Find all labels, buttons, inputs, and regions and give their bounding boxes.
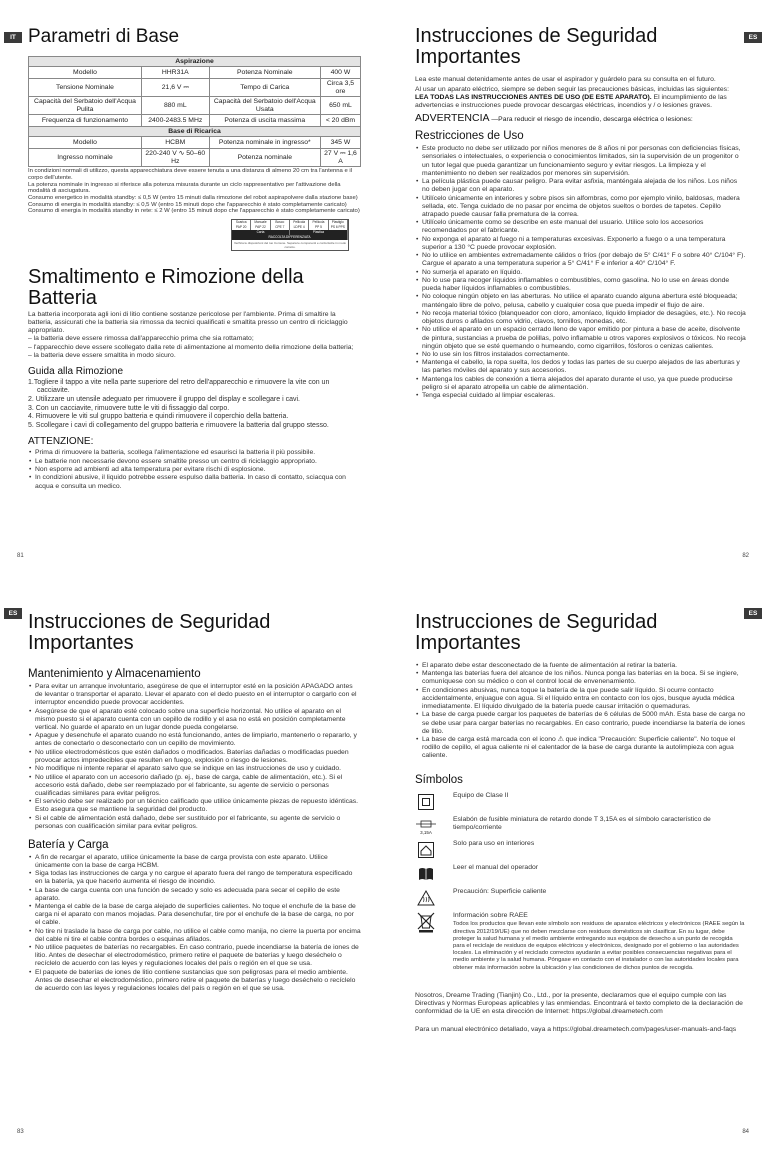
battery-safety-list bbox=[415, 662, 746, 760]
table-cell: 880 mL bbox=[141, 97, 209, 115]
spec-note: Consumo energetico in modalità standby: ≤ 0,5 W (entro 15 minuti dalla rimozione del robot aspirapolvere dalla stazione base) bbox=[28, 195, 358, 202]
disposal-paragraph: – la batteria deve essere rimossa dall'apparecchio prima che sia rottamato; bbox=[28, 335, 254, 343]
recycling-label-cell: Manuale bbox=[251, 220, 270, 225]
symbol-row bbox=[415, 816, 746, 836]
spec-note: In condizioni normali di utilizzo, questa apparecchiatura deve essere tenuta a una distanza di almeno 20 cm tra l'antenna e il corpo dell'utente. bbox=[28, 168, 352, 181]
symbol-row bbox=[415, 864, 746, 884]
battery-item: • Siga todas las instrucciones de carga y no cargue el aparato fuera del rango de temperatura especificado en la batería, ya que hacerlo aumenta el riesgo de incendio. bbox=[28, 870, 361, 886]
table-cell: < 20 dBm bbox=[320, 115, 360, 127]
page-83 bbox=[0, 576, 383, 1152]
recycling-label-cell: PP 5 bbox=[309, 225, 328, 230]
disposal-paragraph: La batteria incorporata agli ioni di litio contiene sostanze pericolose per l'ambiente. Prima di smaltire la batteria, assicurati che la batteria sia rimossa da tecnici qualificati e smaltita presso un centro di riciclaggio appropriato. bbox=[28, 311, 348, 335]
attention-item: • Le batterie non necessarie devono essere smaltite presso un centro di riciclaggio appropriato. bbox=[28, 458, 361, 466]
disposal-paragraph: – l'apparecchio deve essere scollegato dalla rete di alimentazione al momento della rimozione della batteria; bbox=[28, 343, 354, 351]
guide-step: 4. Rimuovere le viti sul gruppo batteria e quindi rimuovere il coperchio della batteria. bbox=[28, 413, 289, 421]
restriction-item: • No exponga el aparato al fuego ni a temperaturas excesivas. Exponerlo a fuego o a una temperatura superior a 130 °C puede provocar explosión. bbox=[415, 236, 746, 252]
table-cell: Circa 3,5 ore bbox=[320, 79, 360, 97]
manual-link[interactable]: Para un manual electrónico detallado, vaya a https://global.dreametech.com/pages/user-manuals-and-faqs bbox=[415, 1026, 737, 1034]
table-row bbox=[29, 67, 361, 79]
table-cell: Potenza nominale in ingresso* bbox=[209, 137, 320, 149]
declaration-text: Nosotros, Dreame Trading (Tianjin) Co., Ltd., por la presente, declaramos que el equipo cumple con las Directivas y Normas Europeas aplicables y las enmiendas. Encontrará el texto completo de la declaración de conformidad de la UE en esta dirección de Internet: https://global.dreametech.com bbox=[415, 991, 743, 1016]
table-cell: 650 mL bbox=[320, 97, 360, 115]
battery-title: Batería y Carga bbox=[28, 838, 109, 851]
restriction-item: • No lo utilice en ambientes extremadamente cálidos o fríos (por debajo de 5° C/41° F o sobre 40° C/104° F). Cargue el aparato a una temperatura superior a 5° C/41° F e inferior a 40° C/104° F. bbox=[415, 252, 746, 268]
table-cell: Modello bbox=[29, 137, 142, 149]
battery-item: • Mantenga el cable de la base de carga alejado de superficies calientes. No toque el enchufe de la base de carga ni el aparato con manos mojadas. Para desenchufar, tire por el enchufe de la base de carga, no por el cable. bbox=[28, 903, 361, 927]
table-row bbox=[29, 137, 361, 149]
recycling-label-cell: Plastica bbox=[290, 230, 348, 235]
manual-icon bbox=[415, 864, 437, 884]
restriction-item: • No recoja material tóxico (blanqueador con cloro, amoníaco, líquido limpiador de desagües, etc.). No recoja objetos duros o afilados como vidrio, clavos, tornillos, monedas, etc. bbox=[415, 310, 746, 326]
table-cell: 27 V ⎓ 1,6 A bbox=[320, 149, 360, 167]
restriction-item: • No sumerja el aparato en líquido. bbox=[415, 269, 746, 277]
recycling-label-cell: Scarica bbox=[232, 220, 251, 225]
declaration bbox=[415, 992, 746, 1035]
recycling-label-cell: Bosco bbox=[271, 220, 290, 225]
recycling-label bbox=[231, 219, 349, 251]
recycling-label-cell: Pellicola bbox=[290, 220, 309, 225]
symbol-row bbox=[415, 912, 746, 971]
recycling-label-cell: PS 6 PPS bbox=[329, 225, 348, 230]
restriction-item: • Tenga especial cuidado al limpiar escaleras. bbox=[415, 392, 746, 400]
table-cell: Tempo di Carica bbox=[209, 79, 320, 97]
table-row bbox=[29, 115, 361, 127]
table-cell: Capacità del Serbatoio dell'Acqua Usata bbox=[209, 97, 320, 115]
symbol-description: Todos los productos que llevan este símbolo son residuos de aparatos eléctricos y electrónicos (RAEE según la directiva 2012/19/UE) que no deben mezclarse con residuos domésticos sin clasificar. En su lugar, debe proteger la salud humana y el medio ambiente entregando sus equipos de desecho a un punto de recogida para el reciclaje de residuos de equipos eléctricos y electrónicos, designado por el gobierno o las autoridades locales. La eliminación y el reciclado correctos ayudarán a evitar posibles consecuencias negativas para el medio ambiente y la salud humana. Póngase en contacto con el instalador o con las autoridades locales para obtener más información sobre la ubicación y las condiciones de dichos puntos de recogida. bbox=[453, 921, 745, 971]
table-cell: Frequenza di funzionamento bbox=[29, 115, 142, 127]
maintenance-item: • Si el cable de alimentación está dañado, debe ser sustituido por el fabricante, su agente de servicio o personas con cualificación similar para evitar peligros. bbox=[28, 815, 361, 831]
symbol-label: Solo para uso en interiores bbox=[453, 840, 535, 848]
symbols-list bbox=[415, 792, 746, 971]
restriction-item: • Mantenga los cables de conexión a tierra alejados del aparato durante el uso, ya que puede producirse peligro si el aparato atropella un cable de alimentación. bbox=[415, 376, 746, 392]
fuse-icon bbox=[415, 816, 437, 836]
battery-item: • No utilice paquetes de baterías no recargables. En caso contrario, puede incendiarse la batería de iones de litio. Antes de desechar el electrodoméstico, primero retire el paquete de baterías y luego deséchelo o recíclelo de acuerdo con las leyes y regulaciones locales del país o región en el que se usa. bbox=[28, 944, 361, 968]
guide-step: 3. Con un cacciavite, rimuovere tutte le viti di fissaggio dal corpo. bbox=[28, 404, 230, 412]
battery-item: • No tire ni traslade la base de carga por cable, no utilice el cable como manija, no cierre la puerta por encima del cable ni tire el cable contra bordes o esquinas afilados. bbox=[28, 928, 361, 944]
restriction-item: • Mantenga el cabello, la ropa suelta, los dedos y todas las partes de su cuerpo alejados de las aberturas y las partes móviles del aparato y sus accesorios. bbox=[415, 359, 746, 375]
table-cell: HHR31A bbox=[141, 67, 209, 79]
language-tab: ES bbox=[744, 608, 762, 619]
intro-2: Al usar un aparato eléctrico, siempre se deben seguir las precauciones básicas, incluidas las siguientes: bbox=[415, 86, 729, 94]
table-row bbox=[29, 79, 361, 97]
spec-table bbox=[28, 56, 361, 167]
table-cell: HCBM bbox=[141, 137, 209, 149]
guide-step: 1.Togliere il tappo a vite nella parte superiore del retro dell'apparecchio e rimuovere la vite con un cacciavite. bbox=[28, 378, 330, 395]
page-number: 83 bbox=[17, 1129, 24, 1135]
table-section-header: Aspirazione bbox=[29, 57, 361, 67]
maintenance-item: • No utilice el aparato con un accesorio dañado (p. ej., base de carga, cable de alimentación, etc.). Si el accesorio está dañado, debe ser reemplazado por el fabricante, su agente de servicio o personas cualificadas similares para evitar peligros. bbox=[28, 774, 361, 798]
class-ii-icon bbox=[415, 792, 437, 812]
spec-note: Consumo di energia in modalità standby in rete: ≤ 2 W (entro 15 minuti dopo che l'apparecchio è stato completamente caricato) bbox=[28, 208, 360, 215]
table-cell: 345 W bbox=[320, 137, 360, 149]
page-title: Parametri di Base bbox=[28, 26, 180, 47]
weee-icon bbox=[415, 912, 437, 932]
restriction-item: • Utilícelo únicamente como se describe en este manual del usuario. Utilice solo los accesorios recomendados por el fabricante. bbox=[415, 219, 746, 235]
guide-step: 2. Utilizzare un utensile adeguato per rimuovere il gruppo del display e scollegare i cavi. bbox=[28, 395, 300, 403]
symbol-row bbox=[415, 792, 746, 812]
table-row bbox=[29, 97, 361, 115]
restriction-item: • No utilice el aparato en un espacio cerrado lleno de vapor emitido por pintura a base de aceite, disolvente de pintura, sustancias a prueba de polillas, polvo inflamable u otros vapores explosivos o tóxicos. No recoja ningún objeto que se esté quemando o humeando, como cigarrillos, fósforos o cenizas calientes. bbox=[415, 326, 746, 350]
battery-item: • La base de carga cuenta con una función de secado y solo es adecuada para secar el cepillo de este aparato. bbox=[28, 887, 361, 903]
restrictions-title: Restricciones de Uso bbox=[415, 130, 524, 143]
table-cell: 21,6 V ⎓ bbox=[141, 79, 209, 97]
recycling-label-cell: LDPE 4 bbox=[290, 225, 309, 230]
maintenance-list bbox=[28, 683, 361, 831]
page-82 bbox=[383, 0, 766, 576]
attention-title: ATTENZIONE: bbox=[28, 436, 94, 448]
disposal-text bbox=[28, 311, 361, 360]
language-tab: IT bbox=[4, 32, 22, 43]
table-section-header: Base di Ricarica bbox=[29, 127, 361, 137]
guide-steps bbox=[28, 379, 361, 431]
page-number: 84 bbox=[742, 1129, 749, 1135]
symbol-label: Eslabón de fusible miniatura de retardo donde T 3,15A es el símbolo característico de tiempo/corriente bbox=[453, 816, 711, 832]
table-cell: Potenza Nominale bbox=[209, 67, 320, 79]
recycling-label-cell: Carta bbox=[232, 230, 290, 235]
attention-item: • In condizioni abusive, il liquido potrebbe essere espulso dalla batteria. In caso di contatto, sciacqua con acqua e consulta un medico. bbox=[28, 474, 361, 490]
recycling-label-cell: Pellicola bbox=[309, 220, 328, 225]
guide-step: 5. Scollegare i cavi di collegamento del gruppo batteria e rimuovere la batteria dal gruppo stesso. bbox=[28, 421, 329, 429]
recycling-label-cell: RACCOLTA DIFFERENZIATA bbox=[232, 235, 348, 240]
maintenance-item: • Apague y desenchufe el aparato cuando no está funcionando, antes de limpiarlo, mantenerlo o repararlo, y antes de conectarlo o desconectarlo con un cepillo de movimiento. bbox=[28, 732, 361, 748]
guide-title: Guida alla Rimozione bbox=[28, 365, 124, 377]
battery-safety-item: • El aparato debe estar desconectado de la fuente de alimentación al retirar la batería. bbox=[415, 662, 746, 670]
battery-safety-item: • En condiciones abusivas, nunca toque la batería de la que puede salir líquido. Si ocurre contacto accidentalmente, enjuague con agua. Si el líquido entra en contacto con los ojos, busque ayuda médica inmediatamente. El líquido divulgado de la batería puede causar irritación o quemaduras. bbox=[415, 687, 746, 711]
warning-line: ADVERTENCIA —Para reducir el riesgo de incendio, descarga eléctrica o lesiones: bbox=[415, 112, 693, 125]
restriction-item: • Utilícelo únicamente en interiores y sobre pisos sin alfombras, como por ejemplo vinilo, baldosas, madera sellada, etc. Tenga cuidado de no pasar por encima de objetos sueltos o bordes de tapetes. Cepillo atrapado puede causar falla prematura de la correa. bbox=[415, 195, 746, 219]
table-cell: Potenza di uscita massima bbox=[209, 115, 320, 127]
language-tab: ES bbox=[4, 608, 22, 619]
symbols-title: Símbolos bbox=[415, 774, 463, 787]
svg-text:3,15A: 3,15A bbox=[420, 830, 432, 836]
recycling-label-cell: Plastiglo bbox=[329, 220, 348, 225]
table-cell: Ingresso nominale bbox=[29, 149, 142, 167]
restriction-item: • La película plástica puede causar peligro. Para evitar asfixia, manténgala alejada de los niños. Los niños no deben jugar con el aparato. bbox=[415, 178, 746, 194]
symbol-row bbox=[415, 888, 746, 908]
page-number: 82 bbox=[742, 553, 749, 559]
battery-list bbox=[28, 854, 361, 993]
attention-item: • Non esporre ad ambienti ad alta temperatura per evitare rischi di esplosione. bbox=[28, 466, 361, 474]
restriction-item: • No lo use sin los filtros instalados correctamente. bbox=[415, 351, 746, 359]
symbol-label: Leer el manual del operador bbox=[453, 864, 539, 872]
page-title: Instrucciones de Seguridad Importantes bbox=[28, 611, 271, 654]
intro-3: LEA TODAS LAS INSTRUCCIONES ANTES DE USO (DE ESTE APARATO). El incumplimiento de las advertencias e instrucciones puede provocar descargas eléctricas, incendios y / o lesiones graves. bbox=[415, 94, 727, 110]
page-content bbox=[28, 612, 361, 993]
recycling-label-cell: CPE 7 bbox=[271, 225, 290, 230]
table-cell: 400 W bbox=[320, 67, 360, 79]
battery-item: • A fin de recargar el aparato, utilice únicamente la base de carga provista con este aparato. Utilice únicamente con la base de carga HCBM. bbox=[28, 854, 361, 870]
table-cell: Capacità del Serbatoio dell'Acqua Pulita bbox=[29, 97, 142, 115]
battery-safety-item: • La base de carga puede cargar los paquetes de baterías de 6 células de 5000 mAh. Esta base de carga no se debe usar para cargar baterías no recargables. En caso contrario, puede incendiarse la batería de iones de litio. bbox=[415, 711, 746, 735]
page-content bbox=[28, 26, 361, 491]
symbol-label: Información sobre RAEE bbox=[453, 912, 528, 920]
disposal-paragraph: – la batteria deve essere smaltita in modo sicuro. bbox=[28, 351, 176, 359]
page-title: Instrucciones de Seguridad Importantes bbox=[415, 611, 658, 654]
disposal-title: Smaltimento e Rimozione della Batteria bbox=[28, 266, 304, 310]
page-number: 81 bbox=[17, 553, 24, 559]
recycling-label-cell: PAP 22 bbox=[251, 225, 270, 230]
restrictions-list bbox=[415, 145, 746, 400]
maintenance-item: • No utilice electrodomésticos que estén dañados o modificados. Baterías dañadas o modificadas pueden provocar actos impredecibles que resulten en fuego, explosión o riesgo de lesiones. bbox=[28, 749, 361, 765]
page-title: Instrucciones de Seguridad Importantes bbox=[415, 25, 658, 68]
table-cell: Modello bbox=[29, 67, 142, 79]
attention-list bbox=[28, 449, 361, 490]
battery-item: • El paquete de baterías de iones de litio contiene sustancias que son peligrosas para el medio ambiente. Antes de desechar el electrodoméstico, primero retire el paquete de baterías y luego deséchelo o recíclelo de acuerdo con las leyes y regulaciones locales del país o región en el que se usa. bbox=[28, 969, 361, 993]
page-content bbox=[415, 26, 746, 401]
symbol-row bbox=[415, 840, 746, 860]
battery-safety-item: • La base de carga está marcada con el icono ⚠ que indica "Precaución: Superficie caliente". No toque el rodillo de cepillo, el agua caliente ni el calentador de la base de carga durante la autolimpieza con agua caliente. bbox=[415, 736, 746, 760]
recycling-label-foot: Verifica le disposizioni del tuo Comune. Separa le componenti e conferiscile in modo corretto. bbox=[233, 241, 347, 250]
maintenance-item: • El servicio debe ser realizado por un técnico calificado que utilice únicamente piezas de repuesto idénticas. Esto asegura que se mantiene la seguridad del producto. bbox=[28, 798, 361, 814]
spec-note: Consumo di energia in modalità standby: ≤ 0,5 W (entro 15 minuti dopo che l'apparecchio è stato completamente caricato) bbox=[28, 201, 347, 208]
page-content bbox=[415, 612, 746, 1035]
table-cell: Tensione Nominale bbox=[29, 79, 142, 97]
recycling-label-cell: PAP 20 bbox=[232, 225, 251, 230]
language-tab: ES bbox=[744, 32, 762, 43]
symbol-label: Precaución: Superficie caliente bbox=[453, 888, 547, 896]
restriction-item: • No lo use para recoger líquidos inflamables o combustibles, como gasolina. No lo use en áreas donde pueda haber líquidos inflamables o combustibles. bbox=[415, 277, 746, 293]
maintenance-item: • Asegúrese de que el aparato esté colocado sobre una superficie horizontal. No utilice el aparato en el mismo puesto si el aparato cuenta con un cepillo de rodillo y el asa no está en posición completamente vertical. No guarde el aparato en un lugar donde pueda congelarse. bbox=[28, 708, 361, 732]
maintenance-title: Mantenimiento y Almacenamiento bbox=[28, 668, 201, 680]
indoor-icon bbox=[415, 840, 437, 860]
table-cell: 2400-2483.5 MHz bbox=[141, 115, 209, 127]
page-81 bbox=[0, 0, 383, 576]
table-row bbox=[29, 149, 361, 167]
restriction-item: • Este producto no debe ser utilizado por niños menores de 8 años ni por personas con deficiencias físicas, sensoriales o intelectuales, o experiencia o conocimientos limitados, sin la supervisión de un progenitor o un tutor legal que pueda garantizar un funcionamiento seguro y evitar riesgos. La limpieza y el mantenimiento no deben ser realizados por menores sin supervisión. bbox=[415, 145, 746, 177]
spec-note: La potenza nominale in ingresso si riferisce alla potenza misurata durante un ciclo rappresentativo per l'attivazione della modalità di asciugatura. bbox=[28, 181, 341, 195]
hot-surface-icon bbox=[415, 888, 437, 908]
table-cell: Potenza nominale bbox=[209, 149, 320, 167]
spec-notes bbox=[28, 168, 361, 215]
maintenance-item: • Para evitar un arranque involuntario, asegúrese de que el interruptor esté en la posición APAGADO antes de levantar o transportar el aparato. Llevar el aparato con el dedo puesto en el interruptor o cargarlo con el interruptor encendido puede provocar accidentes. bbox=[28, 683, 361, 707]
attention-item: • Prima di rimuovere la batteria, scollega l'alimentazione ed esaurisci la batteria il più possibile. bbox=[28, 449, 361, 457]
battery-safety-item: • Mantenga las baterías fuera del alcance de los niños. Nunca ponga las baterías en la boca. Si se ingiere, comuníquese con su médico o con el control local de envenenamiento. bbox=[415, 670, 746, 686]
table-cell: 220-240 V ∿ 50–60 Hz bbox=[141, 149, 209, 167]
symbol-label: Equipo de Clase II bbox=[453, 792, 509, 800]
maintenance-item: • No modifique ni intente reparar el aparato salvo que se indique en las instrucciones de uso y cuidado. bbox=[28, 765, 361, 773]
page-84 bbox=[383, 576, 766, 1152]
restriction-item: • No coloque ningún objeto en las aberturas. No utilice el aparato cuando alguna abertura esté bloqueada; manténgalo libre de polvo, pelusa, cabello y cualquier cosa que pueda impedir el flujo de aire. bbox=[415, 293, 746, 309]
intro-1: Lea este manual detenidamente antes de usar el aspirador y guárdelo para su consulta en el futuro. bbox=[415, 76, 716, 83]
